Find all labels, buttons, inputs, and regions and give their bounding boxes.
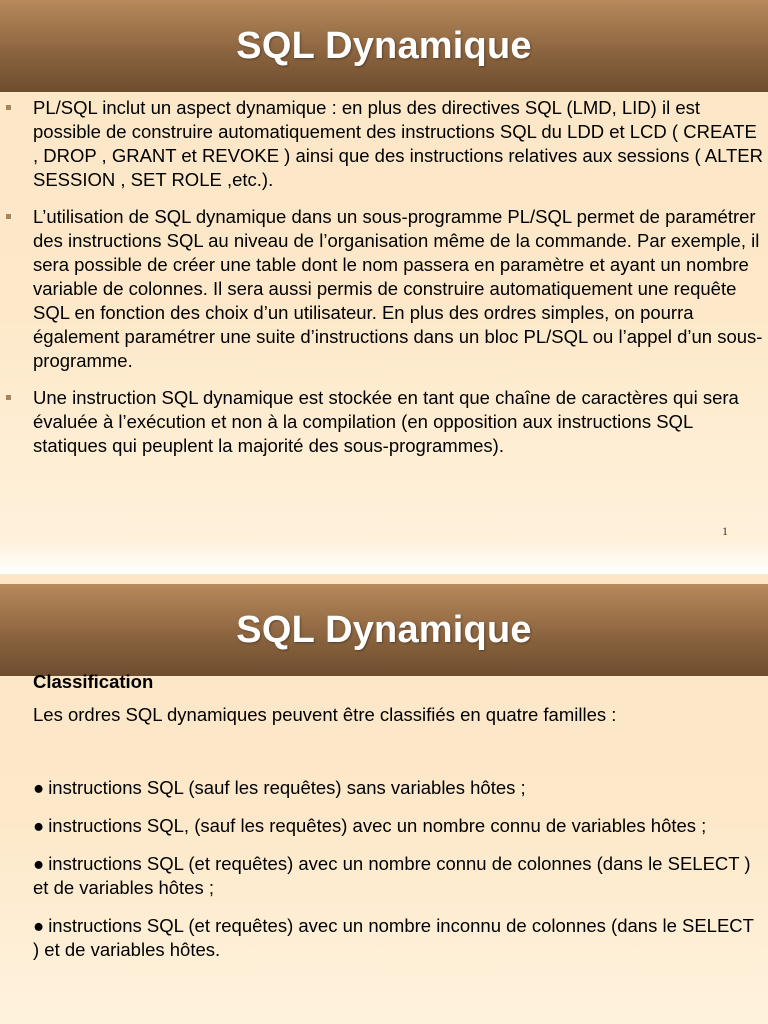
slide-content: [33, 670, 763, 976]
bullet-text: Une instruction SQL dynamique est stockée en tant que chaîne de caractères qui sera évaluée à l’exécution et non à la compilation (en opposition aux instructions SQL statiques qui peuplent la majorité des sous-programmes).: [33, 387, 739, 456]
bullet-text: PL/SQL inclut un aspect dynamique : en plus des directives SQL (LMD, LID) il est possible de construire automatiquement des instructions SQL du LDD et LCD ( CREATE , DROP , GRANT et REVOKE ) ainsi que des instructions relatives aux sessions ( ALTER SESSION , SET ROLE ,etc.).: [33, 97, 764, 190]
family-item: [33, 852, 763, 900]
family-item: [33, 914, 763, 962]
slide-2: [0, 574, 768, 1024]
bullet-dot-icon: ●: [33, 777, 45, 798]
section-title: Classification: [33, 671, 154, 692]
square-bullet-icon: [6, 214, 11, 219]
square-bullet-icon: [6, 395, 11, 400]
bullet-list: [6, 96, 764, 471]
bullet-text: L’utilisation de SQL dynamique dans un sous-programme PL/SQL permet de paramétrer des instructions SQL au niveau de l’organisation même de la commande. Par exemple, il sera possible de créer une table dont le nom passera en paramètre et ayant un nombre variable de colonnes. Il sera aussi permis de construire automatiquement une requête SQL en fonction des choix d’un utilisateur. En plus des ordres simples, on pourra également paramétrer une suite d’instructions dans un bloc PL/SQL ou l’appel d’un sous-programme.: [33, 206, 763, 371]
slide-title: SQL Dynamique: [236, 24, 532, 67]
family-text: instructions SQL, (sauf les requêtes) avec un nombre connu de variables hôtes ;: [48, 815, 707, 836]
square-bullet-icon: [6, 105, 11, 110]
slide-fade: [0, 540, 768, 574]
bullet-dot-icon: ●: [33, 853, 45, 874]
title-bar: [0, 584, 768, 676]
bullet-item: [6, 205, 764, 373]
bullet-item: [6, 386, 764, 458]
family-item: [33, 814, 763, 838]
bullet-dot-icon: ●: [33, 815, 45, 836]
title-bar: [0, 0, 768, 92]
family-text: instructions SQL (sauf les requêtes) sans variables hôtes ;: [48, 777, 526, 798]
bullet-item: [6, 96, 764, 192]
family-item: [33, 776, 763, 800]
intro-text: Les ordres SQL dynamiques peuvent être classifiés en quatre familles :: [33, 704, 617, 725]
slide-title: SQL Dynamique: [236, 608, 532, 651]
page-number: 1: [722, 524, 728, 538]
family-text: instructions SQL (et requêtes) avec un nombre connu de colonnes (dans le SELECT ) et de variables hôtes ;: [33, 853, 751, 898]
bullet-dot-icon: ●: [33, 915, 45, 936]
family-text: instructions SQL (et requêtes) avec un nombre inconnu de colonnes (dans le SELECT ) et de variables hôtes.: [33, 915, 754, 960]
